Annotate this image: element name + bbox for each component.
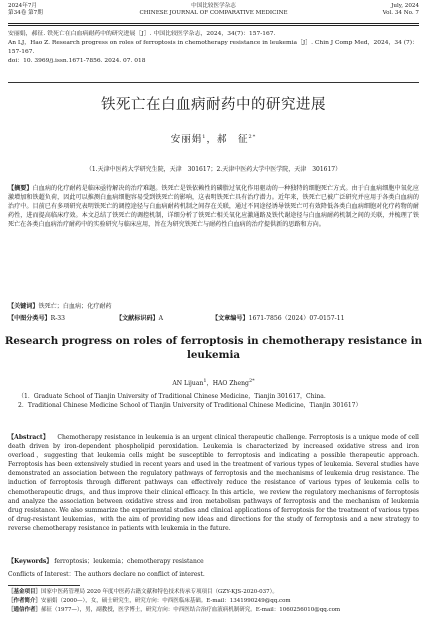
- author-bio-text: 安丽娟（2000—），女，硕士研究生，研究方向：中西医临床基础。E-mail：1341990249@qq.com: [41, 598, 291, 604]
- journal-name-zh: 中国比较医学杂志: [191, 3, 236, 9]
- footnote-funding: [8, 588, 419, 597]
- header-right: [383, 3, 419, 17]
- keywords-zh: [8, 302, 419, 311]
- funding-label: ［基金项目］: [8, 589, 42, 595]
- article-no-label: 【文章编号】: [212, 315, 249, 322]
- header-rule-thin: [8, 25, 419, 26]
- journal-header: [8, 3, 419, 24]
- footnote-corresponding: [8, 606, 419, 615]
- abstract-zh: [8, 184, 419, 229]
- author-2-zh: 郝 征: [217, 134, 249, 145]
- header-volume-zh: 第34卷 第7期: [8, 10, 43, 16]
- author-1-sup-en: 1: [203, 378, 207, 384]
- authors-en: [0, 378, 427, 387]
- abstract-label-zh: 【摘要】: [8, 185, 33, 192]
- keywords-text-zh: 铁死亡；白血病；化疗耐药: [38, 303, 112, 310]
- authors-zh: [0, 131, 427, 145]
- author-2-sup: 2*: [248, 133, 257, 140]
- abstract-text-zh: 白血病的化疗耐药是临床亟待解决的治疗难题。铁死亡是铁依赖性的磷脂过氧化作用驱动的一种独特的细胞死亡方式。由于白血病细胞中氧化应激增加和铁超负荷，因此可以推测白血病细胞容易受到铁死亡的影响，这表明铁死亡具有治疗潜力。近年来，铁死亡已被广泛研究并应用于各类白血病的治疗中。目前已有多项研究表明铁死亡的调控途径与白血病耐药机制之间存在关联，通过不同途径诱导铁死亡可有效降低各类白血病细胞对化疗药物的耐药性，进而提高临床疗效。本文总结了铁死亡的调控机制，详细分析了铁死亡相关氧化应激通路及铁代谢途径与白血病耐药机制之间的关联，并梳理了铁死亡在各类白血病治疗耐药中的实验研究与临床应用，旨在为研究铁死亡与耐药性白血病的治疗提供新的思路和方向。: [8, 185, 420, 229]
- author-1-en: AN Lijuan: [172, 380, 204, 388]
- header-date-en: July, 2024: [391, 3, 419, 9]
- doc-code-value: A: [158, 315, 164, 322]
- article-title-zh: 铁死亡在白血病耐药中的研究进展: [101, 97, 326, 113]
- footnote-rule: [8, 585, 80, 586]
- keywords-en: [8, 557, 419, 566]
- conflict-of-interest: Conflicts of Interest：The authors declare no conflict of interest.: [8, 571, 205, 578]
- corresponding-label: ［通信作者］: [8, 607, 42, 613]
- citation-block: [8, 30, 419, 66]
- author-1-sup: 1: [202, 133, 207, 140]
- footnotes: [8, 588, 419, 615]
- affiliation-en-2: 2．Traditional Chinese Medicine School of Tianjin University of Traditional Chinese Medicine，Tianjin 301617）: [18, 402, 362, 410]
- header-center: [8, 3, 419, 17]
- classification-zh: [8, 314, 419, 323]
- keywords-text-en: ferroptosis；leukemia；chemotherapy resistance: [54, 558, 204, 565]
- header-volume-en: Vol. 34 No. 7: [382, 10, 419, 16]
- corresponding-text: 郝征（1977—），男，副教授，医学博士，研究方向：中西医结合治疗血液病机制研究。E-mail：1060256010@qq.com: [41, 607, 341, 613]
- author-separator-en: ，: [206, 380, 213, 388]
- author-bio-label: ［作者简介］: [8, 598, 42, 604]
- abstract-label-en: 【Abstract】: [8, 434, 50, 441]
- header-rule: [8, 23, 419, 24]
- journal-name-en: CHINESE JOURNAL OF COMPARATIVE MEDICINE: [139, 10, 288, 16]
- citation-en: An LJ，Hao Z. Research progress on roles of ferroptosis in chemotherapy resistance in leukemia［J］. Chin J Comp Med，2024，34 (7)：157-167.: [8, 40, 418, 55]
- doc-code-label: 【文献标识码】: [116, 315, 159, 322]
- keywords-label-zh: 【关键词】: [8, 303, 39, 310]
- affiliation-en-1: （1．Graduate School of Tianjin University of Traditional Chinese Medicine，Tianjin 301617，China.: [18, 393, 326, 400]
- abstract-text-en: Chemotherapy resistance in leukemia is an urgent clinical therapeutic challenge. Ferroptosis is a unique mode of cell death driven by iron-dependent phospholipid peroxidation. Leukemia is characterized by increased oxidative stress and iron overload，suggesting that leukemia cells might be susceptible to ferroptosis and indicating a possible therapeutic approach. Ferroptosis has been extensively studied in recent years and used in the treatment of various types of leukemia. Several studies have demonstrated an association between the regulatory pathways of ferroptosis and the mechanisms of leukemia drug resistance. The induction of ferroptosis through different pathways can effectively reduce the resistance of various types of leukemia cells to chemotherapeutic drugs，and thus improve their clinical efficacy. In this article，we review the regulatory mechanisms of ferroptosis and analyze the association between oxidative stress and iron metabolism pathways of ferroptosis and the mechanism of leukemia drug resistance. We also summarize the experimental studies and clinical applications of ferroptosis for the treatment of various types of drug-resistant leukemias，with the aim of providing new ideas and directions for the study of ferroptosis and a new strategy to reverse chemotherapy resistance in patients with leukemia in the future.: [8, 434, 419, 532]
- citation-zh: 安丽娟，郝征. 铁死亡在白血病耐药中的研究进展［J］. 中国比较医学杂志，2024，34(7)：157-167.: [8, 31, 276, 37]
- article-no-value: 1671-7856（2024）07-0157-11: [248, 315, 345, 322]
- citation-divider: [8, 82, 419, 83]
- clc-label: 【中图分类号】: [8, 315, 51, 322]
- abstract-en: [8, 433, 419, 533]
- author-2-en: HAO Zheng: [212, 380, 249, 388]
- funding-text: 国家中医药管理局 2020 年度中医药古籍文献和特色技术传承专项项目（GZY-KJS-2020-037）。: [41, 589, 278, 595]
- clc-value: R-33: [50, 315, 66, 322]
- author-1-zh: 安丽娟: [170, 134, 203, 145]
- keywords-label-en: 【Keywords】: [8, 558, 53, 565]
- footnote-author: [8, 597, 419, 606]
- header-date-zh: 2024年7月: [8, 3, 37, 9]
- affiliation-zh: （1.天津中医药大学研究生院，天津 301617；2.天津中医药大学中医学院，天津 301617）: [85, 166, 342, 173]
- affiliation-en: [12, 392, 419, 410]
- article-title-en: Research progress on roles of ferroptosis in chemotherapy resistance in leukemia: [4, 335, 423, 361]
- author-2-sup-en: 2*: [248, 378, 255, 384]
- doi-link[interactable]: doi：10. 3969/j.issn.1671-7856. 2024. 07. 018: [8, 58, 146, 64]
- author-separator: ，: [206, 134, 217, 145]
